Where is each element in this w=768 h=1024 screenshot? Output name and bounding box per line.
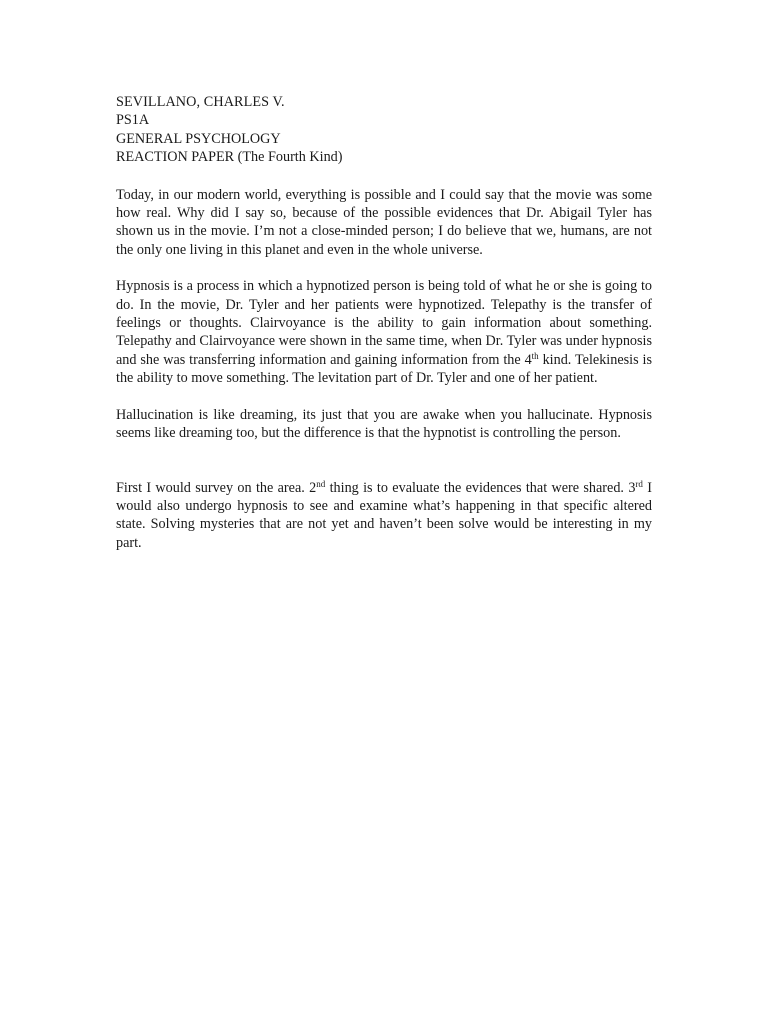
paper-title: REACTION PAPER (The Fourth Kind) — [116, 149, 343, 166]
paragraph-hypnosis-text-b: kind. Telekinesis is the ability to move something. The levitation part of Dr. Tyler and one of her patient. — [116, 351, 652, 387]
paragraph-plan — [116, 479, 652, 553]
ordinal-suffix-nd: nd — [316, 478, 326, 489]
paragraph-plan-text-c: I would also undergo hypnosis to see and examine what’s happening in that specific altered state. Solving mysteries that are not yet and haven’t been solve would be interesting in my part. — [116, 479, 652, 551]
ordinal-suffix-th: th — [531, 350, 539, 361]
author-name: SEVILLANO, CHARLES V. — [116, 94, 285, 110]
paragraph-hypnosis — [116, 277, 652, 387]
paragraph-intro: Today, in our modern world, everything is possible and I could say that the movie was some how real. Why did I say so, because of the possible evidences that Dr. Abigail Tyler has shown us in the movie. I’m not a close-minded person; I do believe that we, humans, are not the only one living in this planet and even in the whole universe. — [116, 186, 652, 258]
paragraph-hallucination: Hallucination is like dreaming, its just that you are awake when you hallucinate. Hypnosis seems like dreaming too, but the difference is that the hypnotist is controlling the person. — [116, 406, 652, 442]
ordinal-suffix-rd: rd — [635, 478, 643, 489]
document-header — [116, 93, 652, 167]
paragraph-plan-text-a: First I would survey on the area. 2 — [116, 479, 317, 496]
paragraph-hypnosis-text-a: Hypnosis is a process in which a hypnotized person is being told of what he or she is going to do. In the movie, Dr. Tyler and her patients were hypnotized. Telepathy is the transfer of feelings or thoughts. Clairvoyance is the ability to gain information about something. Telepathy and Clairvoyance were shown in the same time, when Dr. Tyler was under hypnosis and she was transferring information and gaining information from the 4 — [116, 278, 652, 368]
paragraph-plan-text-b: thing is to evaluate the evidences that were shared. 3 — [325, 479, 636, 496]
document-body — [116, 93, 652, 552]
section-code: PS1A — [116, 112, 150, 129]
course-name: GENERAL PSYCHOLOGY — [116, 130, 281, 147]
